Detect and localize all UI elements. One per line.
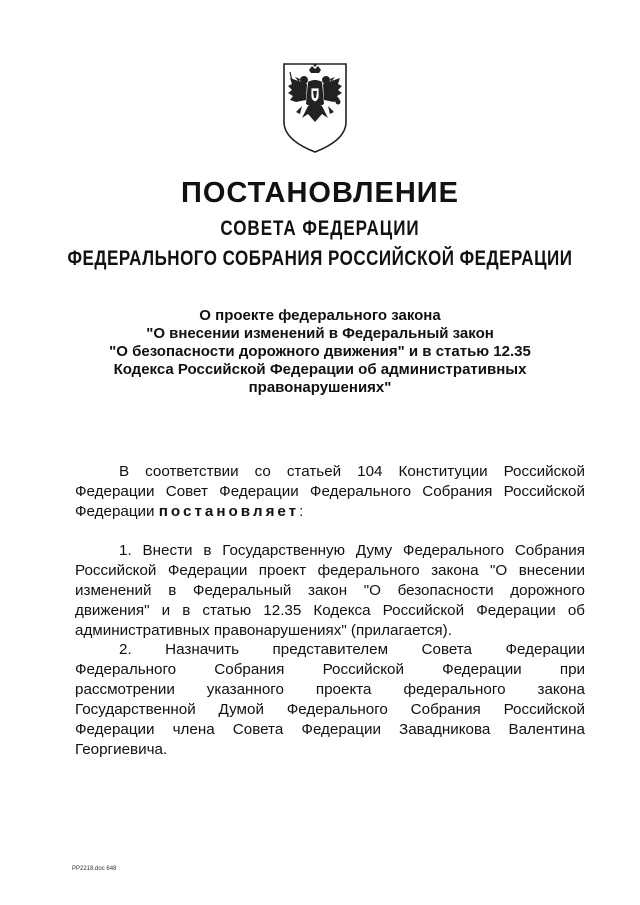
preamble-line: В соответствии со статьей 104 Конституции Российской <box>119 463 585 480</box>
subject-line: "О безопасности дорожного движения" и в статью 12.35 <box>109 343 531 360</box>
subject-line: Кодекса Российской Федерации об административных <box>113 361 527 378</box>
subject-line: О проекте федерального закона <box>199 307 441 324</box>
clause-line: Федерального Собрания Российской Федерации при <box>75 661 585 678</box>
document-title: ПОСТАНОВЛЕНИЕ <box>181 177 459 209</box>
issuer-line-1: СОВЕТА ФЕДЕРАЦИИ <box>220 216 420 240</box>
clause-line: административных правонарушениях" (прилагается). <box>75 622 452 639</box>
clause-line: Государственной Думой Федерального Собрания Российской <box>75 701 585 718</box>
subject-line: "О внесении изменений в Федеральный закон <box>146 325 494 342</box>
clause-line: рассмотрении указанного проекта федерального закона <box>75 681 585 698</box>
clause-line: 1. Внести в Государственную Думу Федерального Собрания <box>119 542 585 559</box>
clause-line: Федерации члена Совета Федерации Завадникова Валентина <box>75 721 585 738</box>
issuer-line-2: ФЕДЕРАЛЬНОГО СОБРАНИЯ РОССИЙСКОЙ ФЕДЕРАЦИИ <box>67 246 573 270</box>
clause-1 <box>75 541 585 641</box>
preamble-line: Федерации Совет Федерации Федерального Собрания Российской <box>75 483 585 500</box>
clause-2 <box>75 640 585 760</box>
preamble-line <box>75 502 585 522</box>
clause-line: 2. Назначить представителем Совета Федерации <box>119 641 585 658</box>
subject-line: правонарушениях" <box>248 379 392 396</box>
coat-of-arms-icon <box>280 60 350 156</box>
resolves-keyword: постановляет <box>158 503 300 520</box>
clause-line: Георгиевича. <box>75 741 168 758</box>
clause-line: изменений в Федеральный закон "О безопасности дорожного <box>75 582 585 599</box>
preamble-prefix: Федерации <box>75 503 159 520</box>
clause-line: движения" и в статью 12.35 Кодекса Российской Федерации об <box>75 602 585 619</box>
clause-line: Российской Федерации проект федерального закона "О внесении <box>75 562 585 579</box>
document-subject <box>90 307 550 397</box>
document-file-code: РР2218.doc 648 <box>72 866 117 872</box>
preamble-paragraph <box>75 462 585 522</box>
preamble-suffix: : <box>299 503 304 520</box>
